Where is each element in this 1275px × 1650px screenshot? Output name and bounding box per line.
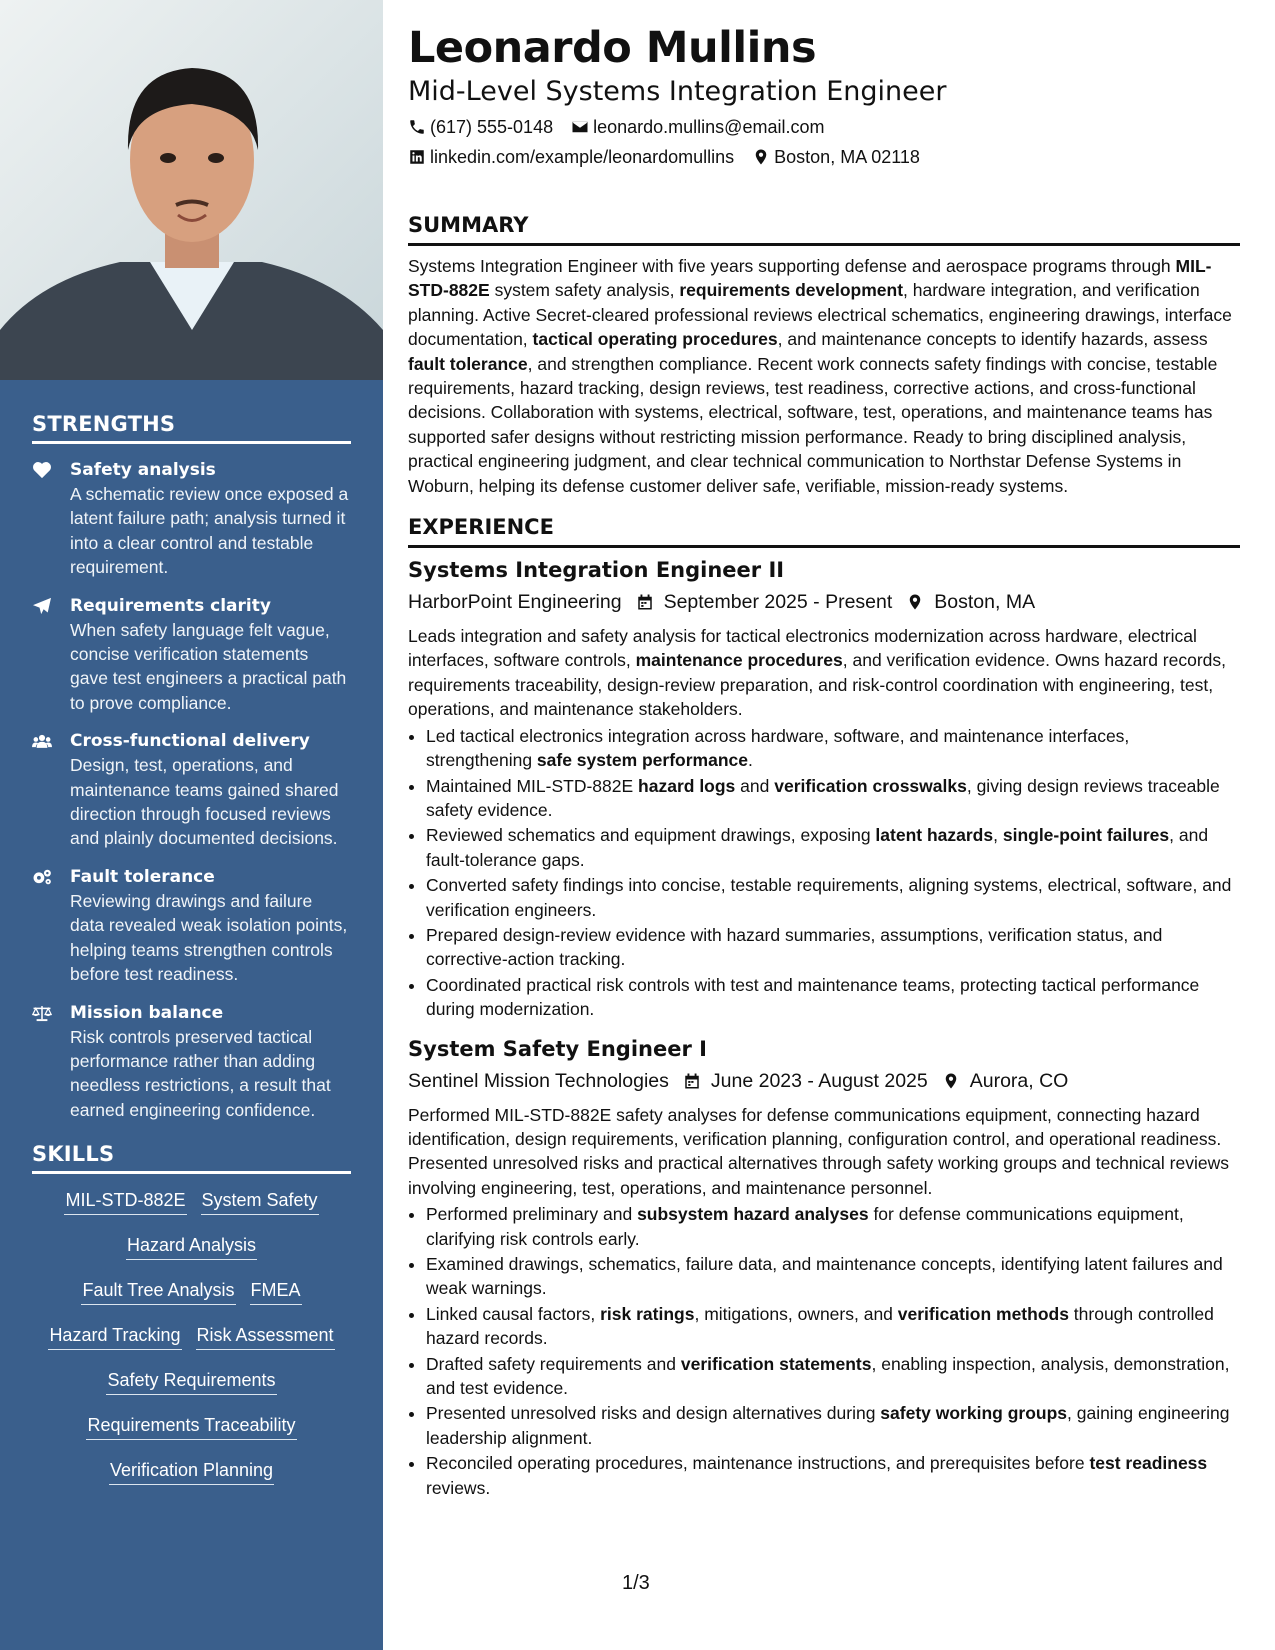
calendar-icon bbox=[636, 592, 654, 612]
skill-tag: Fault Tree Analysis bbox=[81, 1278, 235, 1305]
job-bullets bbox=[408, 724, 1240, 1022]
bullet-item: • Linked causal factors, risk ratings, mitigations, owners, and verification methods through controlled hazard records. bbox=[426, 1302, 1240, 1351]
job-title: Systems Integration Engineer II bbox=[408, 558, 785, 583]
strength-desc: Design, test, operations, and maintenance teams gained shared direction through focused reviews and plainly documented decisions. bbox=[70, 755, 339, 849]
company-name: HarborPoint Engineering bbox=[408, 591, 622, 614]
bullet-item: • Examined drawings, schematics, failure data, and maintenance concepts, identifying latent failures and weak warnings. bbox=[426, 1252, 1240, 1301]
phone-icon bbox=[408, 118, 426, 136]
strengths-heading: STRENGTHS bbox=[32, 412, 351, 444]
email-contact bbox=[571, 116, 824, 138]
bullet-item: • Converted safety findings into concise, testable requirements, aligning systems, electrical, software, and verification engineers. bbox=[426, 873, 1240, 922]
page-number: 1/3 bbox=[622, 1572, 650, 1594]
strength-title: Requirements clarity bbox=[70, 595, 271, 616]
strength-title: Safety analysis bbox=[70, 460, 216, 480]
map-pin-icon bbox=[906, 592, 924, 612]
skill-tag: Requirements Traceability bbox=[86, 1413, 296, 1440]
job-entry bbox=[408, 1035, 1240, 1501]
job-meta bbox=[408, 588, 1240, 616]
strength-desc: When safety language felt vague, concise verification statements gave test engineers a practical path to prove compliance. bbox=[70, 619, 347, 713]
strength-item bbox=[32, 729, 351, 851]
bullet-item: • Drafted safety requirements and verification statements, enabling inspection, analysis, demonstration, and test evidence. bbox=[426, 1352, 1240, 1401]
strength-desc: A schematic review once exposed a latent failure path; analysis turned it into a clear control and testable requirement. bbox=[70, 484, 349, 578]
job-location: Aurora, CO bbox=[969, 1069, 1069, 1092]
strength-item bbox=[32, 1001, 351, 1123]
strength-title: Cross-functional delivery bbox=[70, 731, 310, 752]
job-bullets bbox=[408, 1202, 1240, 1500]
skill-tag: FMEA bbox=[250, 1278, 302, 1305]
location-text: Boston, MA 02118 bbox=[774, 147, 920, 167]
bullet-item: • Presented unresolved risks and design alternatives during safety working groups, gaining engineering leadership alignment. bbox=[426, 1401, 1240, 1450]
strength-desc: Risk controls preserved tactical performance rather than adding needless restrictions, a result that earned engineering confidence. bbox=[70, 1026, 331, 1120]
main-content bbox=[408, 22, 1240, 1501]
bullet-item: • Reviewed schematics and equipment drawings, exposing latent hazards, single-point failures, and fault-tolerance gaps. bbox=[426, 823, 1240, 872]
job-description: Leads integration and safety analysis for tactical electronics modernization across hardware, electrical interfaces, software controls, maintenance procedures, and verification evidence. Owns hazard records, requirements traceability, design-review preparation, and risk-control coordination with engineering, test, operations, and maintenance stakeholders. bbox=[408, 626, 1227, 720]
linkedin-icon bbox=[408, 148, 426, 166]
linkedin-text: linkedin.com/example/leonardomullins bbox=[430, 147, 735, 167]
job-dates: September 2025 - Present bbox=[663, 591, 893, 614]
job-location: Boston, MA bbox=[934, 591, 1036, 614]
map-pin-icon bbox=[942, 1071, 960, 1091]
strength-item bbox=[32, 594, 351, 716]
bullet-item: • Prepared design-review evidence with hazard summaries, assumptions, verification status, and corrective-action tracking. bbox=[426, 923, 1240, 972]
bullet-item: • Led tactical electronics integration across hardware, software, and maintenance interfaces, strengthening safe system performance. bbox=[426, 724, 1240, 773]
contact-row-2 bbox=[408, 146, 1240, 168]
sidebar bbox=[0, 0, 383, 1650]
scale-icon bbox=[32, 1001, 70, 1123]
gears-icon bbox=[32, 865, 70, 987]
bullet-item: • Performed preliminary and subsystem hazard analyses for defense communications equipment, clarifying risk controls early. bbox=[426, 1202, 1240, 1251]
contact-row bbox=[408, 116, 1240, 138]
strength-item bbox=[32, 458, 351, 580]
envelope-icon bbox=[571, 118, 589, 136]
job-dates: June 2023 - August 2025 bbox=[710, 1069, 928, 1092]
paper-plane-icon bbox=[32, 594, 70, 716]
bullet-item: • Coordinated practical risk controls with test and maintenance teams, protecting tactical performance during modernization. bbox=[426, 973, 1240, 1022]
company-name: Sentinel Mission Technologies bbox=[408, 1069, 669, 1092]
skill-tag: Verification Planning bbox=[109, 1458, 274, 1485]
map-pin-icon bbox=[752, 148, 770, 166]
phone-contact bbox=[408, 116, 553, 138]
skill-tag: MIL-STD-882E bbox=[64, 1188, 186, 1215]
location-contact bbox=[752, 146, 920, 168]
summary-heading: SUMMARY bbox=[408, 212, 1240, 246]
bullet-item: • Maintained MIL-STD-882E hazard logs and verification crosswalks, giving design reviews traceable safety evidence. bbox=[426, 774, 1240, 823]
skill-tag: Hazard Analysis bbox=[126, 1233, 257, 1260]
summary-text: Systems Integration Engineer with five years supporting defense and aerospace programs through MIL-STD-882E system safety analysis, requirements development, hardware integration, and verification planning. Active Secret-cleared professional reviews electrical schematics, engineering drawings, interface documentation, tactical operating procedures, and maintenance concepts to identify hazards, assess fault tolerance, and strengthen compliance. Recent work connects safety findings with concise, testable requirements, hazard tracking, design reviews, test readiness, corrective actions, and cross-functional decisions. Collaboration with systems, electrical, software, test, operations, and maintenance teams has supported safer designs without restricting mission performance. Ready to bring disciplined analysis, practical engineering judgment, and clear technical communication to Northstar Defense Systems in Woburn, helping its defense customer deliver safe, verifiable, mission-ready systems. bbox=[408, 256, 1232, 496]
job-meta bbox=[408, 1067, 1240, 1095]
skill-tag: Safety Requirements bbox=[106, 1368, 276, 1395]
strength-item bbox=[32, 865, 351, 987]
users-icon bbox=[32, 729, 70, 851]
job-entry bbox=[408, 556, 1240, 1022]
skill-tag: Hazard Tracking bbox=[48, 1323, 181, 1350]
linkedin-contact bbox=[408, 146, 734, 168]
profile-photo bbox=[0, 0, 383, 380]
strength-title: Fault tolerance bbox=[70, 866, 215, 887]
skill-tag: System Safety bbox=[201, 1188, 319, 1215]
experience-heading: EXPERIENCE bbox=[408, 514, 1240, 548]
candidate-title: Mid-Level Systems Integration Engineer bbox=[408, 76, 947, 107]
strength-title: Mission balance bbox=[70, 1002, 224, 1023]
portrait-image bbox=[0, 0, 383, 380]
bullet-item: • Reconciled operating procedures, maintenance instructions, and prerequisites before test readiness reviews. bbox=[426, 1451, 1240, 1500]
skill-tag: Risk Assessment bbox=[196, 1323, 335, 1350]
email-text: leonardo.mullins@email.com bbox=[593, 117, 825, 137]
job-title: System Safety Engineer I bbox=[408, 1036, 707, 1061]
calendar-icon bbox=[683, 1071, 701, 1091]
skills-heading: SKILLS bbox=[32, 1142, 351, 1174]
heart-icon bbox=[32, 458, 70, 580]
phone-text: (617) 555-0148 bbox=[430, 117, 554, 137]
candidate-name: Leonardo Mullins bbox=[408, 23, 817, 73]
skills-list bbox=[32, 1188, 351, 1489]
strength-desc: Reviewing drawings and failure data revealed weak isolation points, helping teams strengthen controls before test readiness. bbox=[70, 890, 348, 985]
job-description: Performed MIL-STD-882E safety analyses for defense communications equipment, connecting hazard identification, design requirements, verification planning, configuration control, and operational readiness. Presented unresolved risks and practical alternatives through safety working groups and technical reviews involving engineering, test, operations, and maintenance personnel. bbox=[408, 1104, 1229, 1198]
